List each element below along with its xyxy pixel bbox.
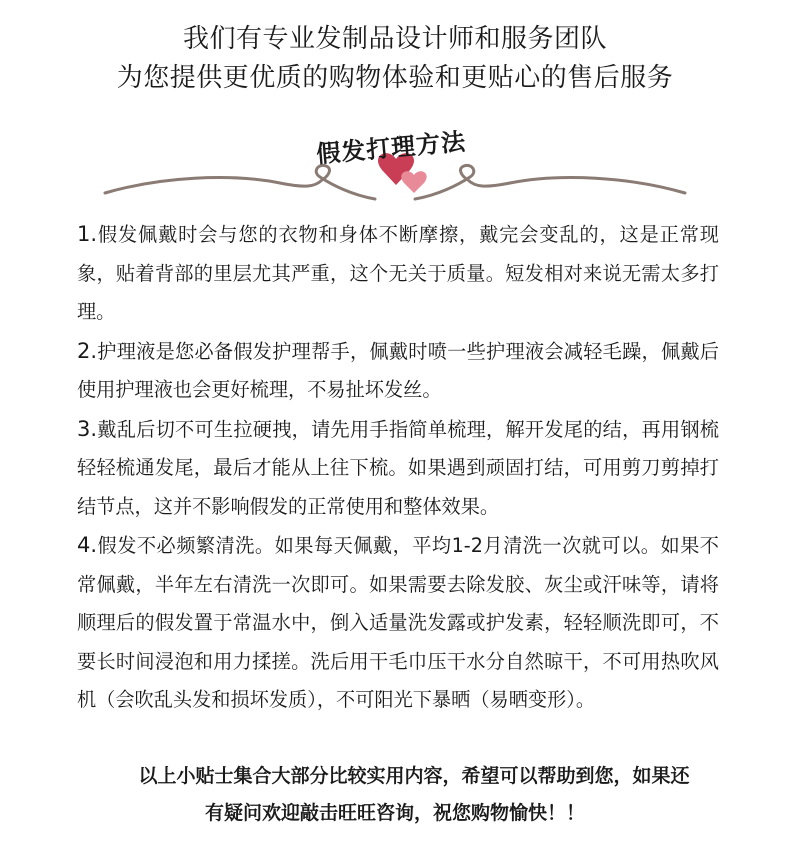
tip-number: 2.	[77, 338, 98, 363]
tip-number: 4.	[77, 533, 98, 557]
divider-swirl-right	[415, 165, 685, 199]
header	[0, 20, 790, 98]
closing-note	[0, 758, 790, 832]
divider-swirl-left	[105, 165, 375, 199]
tip-number: 3.	[77, 416, 98, 441]
heart-small-icon	[401, 171, 426, 193]
header-line-1: 我们有专业发制品设计师和服务团队	[182, 24, 607, 54]
section-title: 假发打理方法	[315, 127, 468, 169]
tip-item	[77, 215, 719, 332]
tip-text: 护理液是您必备假发护理帮手，佩戴时喷一些护理液会减轻毛躁，佩戴后使用护理液也会更好梳理，不易扯坏发丝。	[77, 339, 719, 401]
closing-line-1: 以上小贴士集合大部分比较实用内容，希望可以帮助到您，如果还	[138, 765, 690, 787]
tip-number: 1.	[77, 222, 98, 246]
tip-text: 假发佩戴时会与您的衣物和身体不断摩擦，戴完会变乱的，这是正常现象，贴着背部的里层尤其严重，这个无关于质量。短发相对来说无需太多打理。	[77, 223, 719, 323]
tip-item	[77, 332, 719, 410]
closing-line-2: 有疑问欢迎敲击旺旺咨询，祝您购物愉快！！	[204, 802, 585, 824]
tip-text: 假发不必频繁清洗。如果每天佩戴，平均1-2月清洗一次就可以。如果不常佩戴，半年左右清洗一次即可。如果需要去除发胶、灰尘或汗味等，请将顺理后的假发置于常温水中，倒入适量洗发露或护发素，轻轻顺洗即可，不要长时间浸泡和用力揉搓。洗后用干毛巾压干水分自然晾干，不可用热吹风机（会吹乱头发和损坏发质），不可阳光下暴晒（易晒变形）。	[77, 534, 719, 711]
header-line-2: 为您提供更优质的购物体验和更贴心的售后服务	[116, 63, 674, 93]
tip-item	[77, 410, 719, 527]
tip-item	[77, 526, 719, 720]
tips-list	[77, 215, 719, 720]
tip-text: 戴乱后切不可生拉硬拽，请先用手指简单梳理，解开发尾的结，再用钢梳轻轻梳通发尾，最后才能从上往下梳。如果遇到顽固打结，可用剪刀剪掉打结节点，这并不影响假发的正常使用和整体效果。	[77, 417, 719, 518]
